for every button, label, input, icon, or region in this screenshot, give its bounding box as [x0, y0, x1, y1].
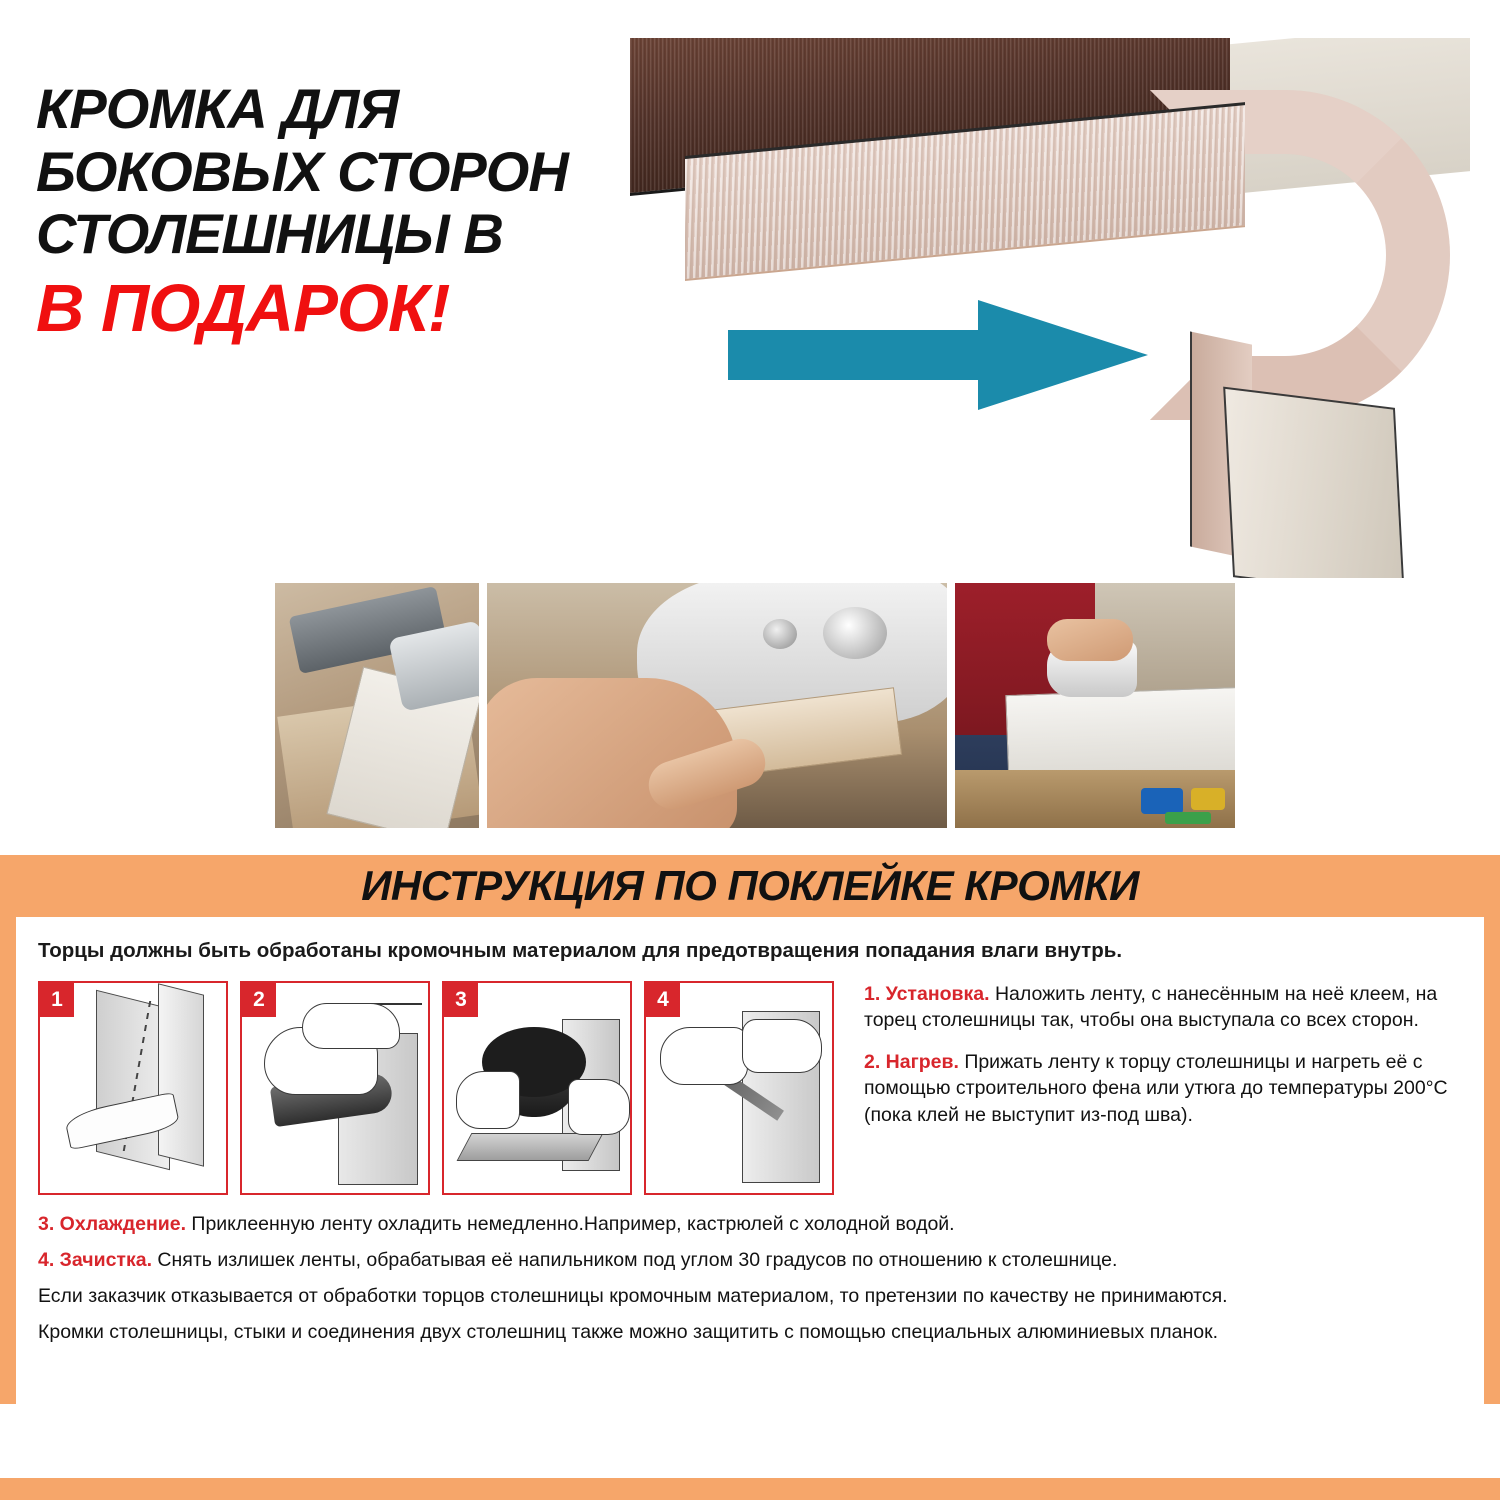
photo-strip	[275, 583, 1235, 828]
paragraph-3-text: Приклеенную ленту охладить немедленно.Например, кастрюлей с холодной водой.	[186, 1213, 955, 1235]
paragraph-4-text: Снять излишек ленты, обрабатывая её напильником под углом 30 градусов по отношению к столешнице.	[151, 1249, 1118, 1272]
arrow-icon	[728, 300, 1148, 410]
hand-icon	[660, 1027, 748, 1085]
step-number-4: 4	[646, 983, 680, 1017]
photo-ironing-edge-band	[487, 583, 947, 828]
headline-line-2: БОКОВЫХ СТОРОН	[36, 139, 568, 203]
paragraph-1-title: 1. Установка.	[864, 983, 990, 1005]
hand-icon	[742, 1019, 822, 1073]
instruction-paragraph-3	[38, 1211, 1462, 1237]
headline-block	[36, 78, 616, 346]
photo-trimming-edge-band	[275, 583, 479, 828]
step-illustration-2	[240, 981, 430, 1195]
instruction-body	[0, 917, 1500, 1400]
paragraph-4-title: 4. Зачистка.	[38, 1249, 152, 1272]
hand-icon	[456, 1071, 520, 1129]
step-illustration-4	[644, 981, 834, 1195]
instruction-title: ИНСТРУКЦИЯ ПО ПОКЛЕЙКЕ КРОМКИ	[361, 862, 1139, 909]
instruction-paragraph-5: Если заказчик отказывается от обработки торцов столешницы кромочным материалом, то претензии по качеству не принимаются.	[38, 1285, 1228, 1308]
instruction-mid-row	[38, 981, 1462, 1195]
headline-line-3: СТОЛЕШНИЦЫ В	[36, 202, 503, 266]
instruction-paragraph-2	[864, 1049, 1462, 1127]
instruction-paragraph-1	[864, 981, 1462, 1033]
frame-bottom-bar	[0, 1478, 1500, 1500]
step-number-2: 2	[242, 983, 276, 1017]
instruction-side-text	[852, 981, 1462, 1128]
step-illustration-1	[38, 981, 228, 1195]
board-base-icon	[457, 1133, 604, 1161]
hand-icon	[568, 1079, 630, 1135]
step-number-1: 1	[40, 983, 74, 1017]
gift-headline: В ПОДАРОК!	[36, 271, 450, 347]
instruction-title-band	[0, 855, 1500, 917]
instruction-bottom-text	[38, 1211, 1462, 1346]
step-illustration-3	[442, 981, 632, 1195]
instruction-paragraph-6: Кромки столешницы, стыки и соединения двух столешниц также можно защитить с помощью специальных алюминиевых планок.	[38, 1321, 1219, 1344]
paragraph-2-text: Прижать ленту к торцу столешницы и нагреть её с помощью строительного фена или утюга до температуры 200°C (пока клей не выступит из-под шва).	[864, 1051, 1448, 1126]
edge-band-tail	[1223, 387, 1405, 578]
instruction-lead-text: Торцы должны быть обработаны кромочным материалом для предотвращения попадания влаги внутрь.	[38, 939, 1123, 962]
panel-edge-icon	[158, 983, 204, 1166]
paragraph-3-title: 3. Охлаждение.	[38, 1213, 187, 1235]
step-number-3: 3	[444, 983, 478, 1017]
paragraph-2-title: 2. Нагрев.	[864, 1051, 959, 1074]
hand-icon	[302, 1003, 400, 1049]
photo-worker-applying-band	[955, 583, 1235, 828]
paragraph-1-text: Наложить ленту, с нанесённым на неё клеем, на торец столешницы так, чтобы она выступала со всех сторон.	[864, 983, 1438, 1032]
instruction-paragraph-4	[38, 1247, 1462, 1273]
instruction-step-illustrations	[38, 981, 834, 1195]
headline-line-1: КРОМКА ДЛЯ	[36, 77, 399, 140]
